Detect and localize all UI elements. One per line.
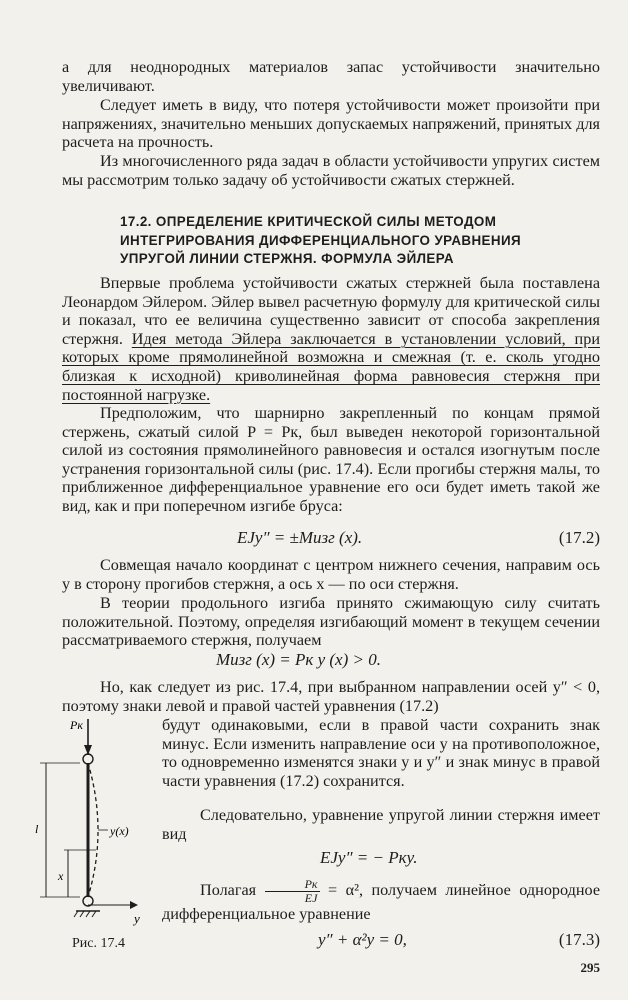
hatch [86,911,90,917]
page-number: 295 [580,960,600,975]
paragraph: Следовательно, уравнение упругой линии стержня имеет вид [162,806,600,843]
paragraph-substitution [162,878,600,924]
paragraph: Следует иметь в виду, что потеря устойчивости может произойти при напряжениях, значительно меньших допускаемых напряжений, принятых для расчета на прочность. [62,96,600,152]
top-hinge [83,754,93,764]
x-label: x [58,869,64,883]
section-heading [120,213,558,269]
y-label: y [134,911,140,926]
paragraph: Но, как следует из рис. 17.4, при выбранном направлении осей y″ < 0, поэтому знаки левой и правой частей уравнения (17.2) [62,678,600,715]
paragraph-beside-figure: будут одинаковыми, если в правой части сохранить знак минус. Если изменить направление оси y на противоположное, то одновременно изменятся знаки y и y″ и знак минус в правой части уравнения (17.2) сохранится. [162,716,600,790]
paragraph-text: = α², получаем линейное однородное дифференциальное уравнение [162,881,601,923]
paragraph-text: Полагая [200,881,257,900]
equation: EJy″ = − Pкy. [320,848,418,867]
force-label: Pк [70,718,83,732]
hatch [92,911,96,917]
equation: Mизг (x) = Pк y (x) > 0. [216,650,381,669]
figure-17-4 [30,715,160,955]
fraction [265,878,320,905]
section-number: 17.2. [120,214,152,229]
paragraph: Из многочисленного ряда задач в области устойчивости упругих систем мы рассмотрим только задачу об устойчивости сжатых стержней. [62,152,600,189]
paragraph: Совмещая начало координат с центром нижнего сечения, направим ось y в сторону прогибов стержня, а ось x — по оси стержня. [62,556,600,593]
paragraph-euler-intro [62,274,600,404]
section-title: ОПРЕДЕЛЕНИЕ КРИТИЧЕСКОЙ СИЛЫ МЕТОДОМ ИНТЕГРИРОВАНИЯ ДИФФЕРЕНЦИАЛЬНОГО УРАВНЕНИЯ УПРУГОЙ ЛИНИИ СТЕРЖНЯ. ФОРМУЛА ЭЙЛЕРА [120,214,521,267]
hatch [80,911,84,917]
length-label: l [35,822,39,836]
equation-number: (17.2) [558,528,600,547]
paragraph: В теории продольного изгиба принято сжимающую силу считать положительной. Поэтому, определяя изгибающий момент в текущем сечении рассматриваемого стержня, получаем [62,594,600,650]
y-axis-arrow [130,901,138,909]
underlined-text: Идея метода Эйлера заключается в установлении условий, при которых кроме прямолинейной возможна и смежная (т. е. сколь угодно близкая к исходной) криволинейная форма равновесия стержня при постоянной нагрузке. [62,329,600,404]
hatch [74,911,78,917]
paragraph-text: Впервые проблема устойчивости сжатых стержней была поставлена Леонардом Эйлером. Эйлер вывел расчетную формулу для критической силы и показал, что ее величина существенно зависит от способа закрепления стержня. [62,274,600,348]
equation: y″ + α²y = 0, [318,930,407,949]
fraction-denominator: EJ [304,891,318,905]
equation-number: (17.3) [558,930,600,949]
paragraph: Предположим, что шарнирно закрепленный по концам прямой стержень, сжатый силой P = Pк, был выведен некоторой горизонтальной силой из состояния прямолинейного равновесия и остался изогнутым после устранения горизонтальной силы (рис. 17.4). Если прогибы стержня малы, то приближенное дифференциальное уравнение его оси будет иметь такой же вид, как и при поперечном изгибе бруса: [62,404,600,515]
figure-caption: Рис. 17.4 [72,936,125,951]
equation: EJy″ = ±Mизг (x). [237,528,363,547]
fraction-numerator: Pк [265,878,320,892]
deflection-label: y(x) [110,824,129,838]
paragraph-continued: а для неоднородных материалов запас устойчивости значительно увеличивают. [62,58,600,95]
